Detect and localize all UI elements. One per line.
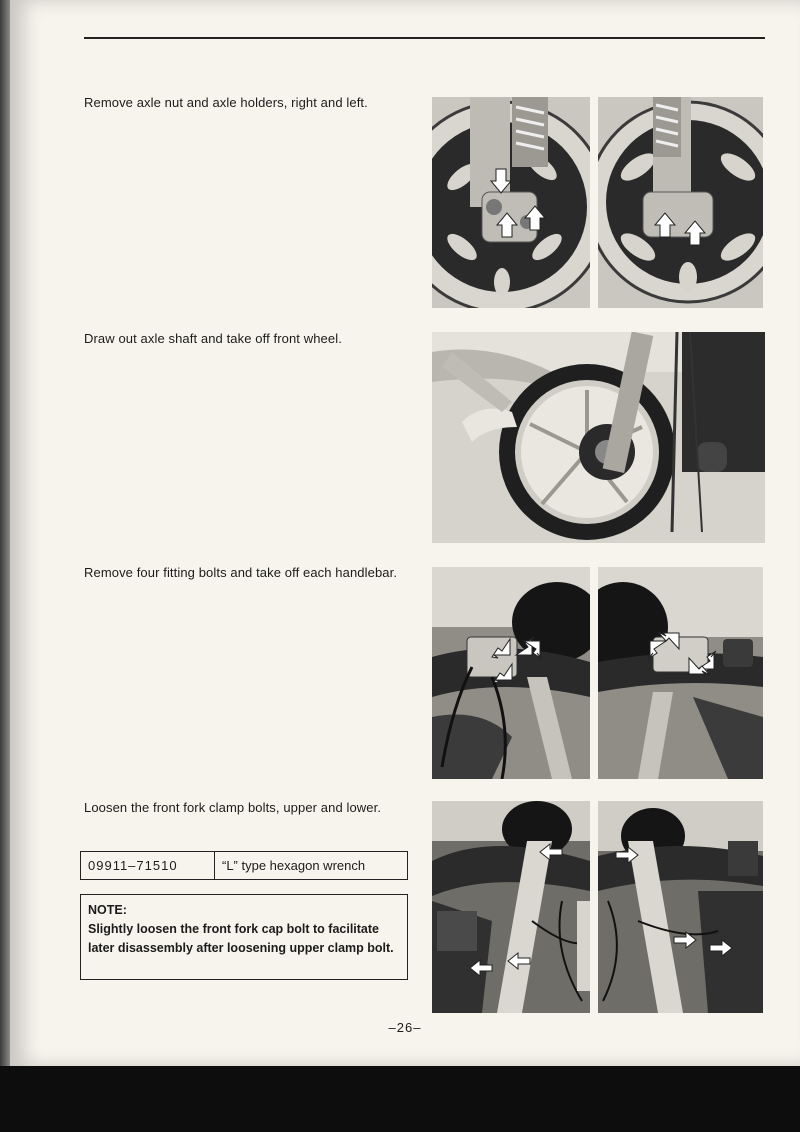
note-title: NOTE:: [88, 903, 127, 917]
note-box: [80, 894, 408, 980]
tool-description: “L” type hexagon wrench: [222, 858, 366, 873]
photo-handlebar-right: [598, 567, 763, 779]
special-tool-table: [80, 851, 408, 880]
photo-axle-holder-right: [598, 97, 763, 308]
note-body: Slightly loosen the front fork cap bolt to facilitate later disassembly after loosening upper clamp bolt.: [88, 922, 394, 955]
step-1-text: Remove axle nut and axle holders, right and left.: [84, 95, 368, 110]
binding-shadow: [0, 0, 10, 1066]
manual-page: [10, 0, 800, 1066]
photo-handlebar-left: [432, 567, 590, 779]
photo-fork-clamp-right: [598, 801, 763, 1013]
photo-fork-clamp-left: [432, 801, 590, 1013]
step-2-text: Draw out axle shaft and take off front wheel.: [84, 331, 342, 346]
tool-number: 09911–71510: [81, 852, 215, 879]
header-rule: [84, 37, 765, 39]
page-number: –26–: [388, 1020, 422, 1035]
photo-front-wheel-removal: [432, 332, 765, 543]
step-4-text: Loosen the front fork clamp bolts, upper and lower.: [84, 800, 382, 815]
photo-axle-holder-left: [432, 97, 590, 308]
step-3-text: Remove four fitting bolts and take off each handlebar.: [84, 565, 398, 580]
